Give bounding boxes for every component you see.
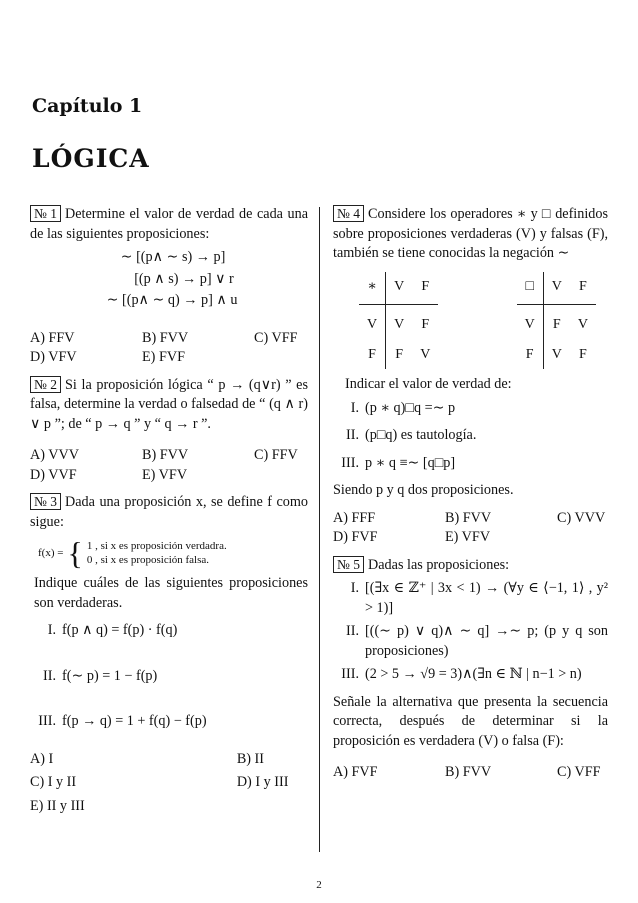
alternative: B) FVV <box>142 329 189 346</box>
alternative: D) VFV <box>30 349 77 365</box>
problem-text: Si la proposición lógica “ p → (q∨r) ” es falsa, determine la verdad o falsedad de “ (q ∧ r) ∨ p ”; de “ p → q ” y “ q → r ”. <box>30 376 308 432</box>
alternative: E) FVF <box>142 349 185 365</box>
statement: II. (p□q) es tautología. <box>346 427 477 443</box>
alternatives <box>30 329 308 368</box>
problem-number: № 3 <box>30 493 61 510</box>
left-column <box>30 205 308 816</box>
alternatives <box>30 446 308 485</box>
statement: II. [((∼ p) ∨ q)∧ ∼ q] →∼ p; (p y q son proposiciones) <box>346 623 608 659</box>
alternative: D) FVF <box>333 529 378 545</box>
operator-tables <box>359 272 596 370</box>
alternative: A) VVV <box>30 447 79 463</box>
formula: [(p ∧ s) → p] ∨ r <box>134 270 234 287</box>
alternative: B) II <box>236 750 264 767</box>
problem-4 <box>333 205 608 264</box>
problem-text: Indique cuáles de las siguientes proposiciones son verdaderas. <box>34 575 308 611</box>
statement: I. (p ∗ q)□q =∼ p <box>350 399 456 416</box>
alternative: C) FFV <box>254 447 298 463</box>
statement: III. p ∗ q ≡∼ [q□p] <box>341 454 456 471</box>
alternative: A) FVF <box>333 764 378 780</box>
alternatives <box>333 509 608 548</box>
alternative: C) VFF <box>557 764 601 780</box>
problem-text: Siendo p y q dos proposiciones. <box>333 482 514 498</box>
problem-text: Dada una proposición x, se define f como sigue: <box>30 494 308 530</box>
chapter-title: LÓGICA <box>32 144 150 173</box>
chapter-heading: Capítulo 1 <box>32 95 143 117</box>
alternative: A) FFV <box>30 329 75 346</box>
alternatives <box>30 750 308 817</box>
problem-1 <box>30 205 308 244</box>
box-operator-table: □ V F V F V F V F <box>517 272 596 370</box>
function-label: f(x) = <box>38 547 64 559</box>
alternative: B) FVV <box>142 447 189 463</box>
alternative: A) I <box>30 750 54 767</box>
problem-5 <box>333 556 608 576</box>
case-true: 1 , si x es proposición verdadra. <box>86 540 227 552</box>
statement: II. f(∼ p) = 1 − f(p) <box>43 667 158 684</box>
problem-text: Considere los operadores ∗ y □ definidos sobre proposiciones verdaderas (V) y falsas (F), también se tiene conocidas la negación ∼ <box>333 206 608 261</box>
formula: ∼ [(p∧ ∼ q) → p] ∧ u <box>106 292 238 308</box>
problem-number: № 2 <box>30 376 61 393</box>
problem-text: Señale la alternativa que presenta la secuencia correcta, después de determinar si la proposición es verdadera (V) o falsa (F): <box>333 693 608 749</box>
alternative: A) FFF <box>333 509 376 526</box>
alternative: E) VFV <box>445 529 491 545</box>
statement: III. f(p → q) = 1 + f(q) − f(p) <box>38 713 207 729</box>
alternative: C) VFF <box>254 329 298 346</box>
problem-number: № 4 <box>333 205 364 222</box>
star-operator-table: ∗ V F V V F F F V <box>359 272 438 370</box>
alternatives <box>333 763 608 783</box>
alternative: E) II y III <box>30 797 85 814</box>
alternative: D) I y III <box>236 774 289 790</box>
problem-3 <box>30 493 308 532</box>
alternative: B) FVV <box>445 764 492 780</box>
statement: I. [(∃x ∈ ℤ⁺ | 3x < 1) → (∀y ∈ ⟨−1, 1⟩ , y² > 1)] <box>350 580 608 616</box>
formula: ∼ [(p∧ ∼ s) → p] <box>120 249 226 265</box>
problem-2 <box>30 376 308 435</box>
piecewise-definition <box>38 535 308 571</box>
problem-text: Indicar el valor de verdad de: <box>345 376 512 392</box>
alternative: C) I y II <box>30 774 77 790</box>
alternative: C) VVV <box>557 509 606 526</box>
brace: { <box>67 535 83 571</box>
right-column <box>333 205 608 783</box>
page-number: 2 <box>316 879 322 891</box>
alternative: E) VFV <box>142 466 188 483</box>
statement: I. f(p ∧ q) = f(p) · f(q) <box>47 622 178 638</box>
problem-number: № 1 <box>30 205 61 222</box>
statement: III. (2 > 5 → √9 = 3)∧(∃n ∈ ℕ | n−1 > n) <box>341 666 582 682</box>
alternative: B) FVV <box>445 509 492 526</box>
column-divider <box>319 207 320 852</box>
alternative: D) VVF <box>30 466 77 483</box>
problem-number: № 5 <box>333 556 364 573</box>
case-false: 0 , si x es proposición falsa. <box>86 554 210 566</box>
problem-text: Determine el valor de verdad de cada una de las siguientes proposiciones: <box>30 206 308 242</box>
problem-text: Dadas las proposiciones: <box>368 556 510 573</box>
